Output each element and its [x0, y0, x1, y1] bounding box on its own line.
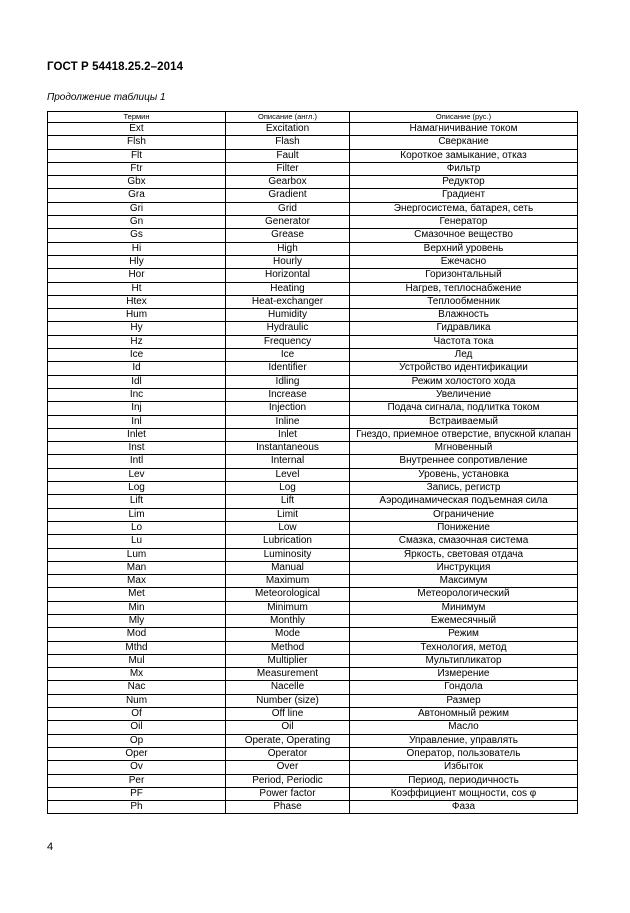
cell-term: Lum: [48, 548, 226, 561]
cell-description-ru: Размер: [350, 694, 578, 707]
cell-description-ru: Режим: [350, 628, 578, 641]
cell-description-en: Manual: [226, 561, 350, 574]
cell-description-ru: Фильтр: [350, 162, 578, 175]
cell-description-en: Filter: [226, 162, 350, 175]
cell-description-en: Monthly: [226, 614, 350, 627]
cell-description-en: Fault: [226, 149, 350, 162]
cell-term: Ice: [48, 349, 226, 362]
cell-term: Gbx: [48, 176, 226, 189]
cell-description-ru: Ограничение: [350, 508, 578, 521]
cell-term: Met: [48, 588, 226, 601]
cell-description-en: Oil: [226, 721, 350, 734]
cell-term: Hy: [48, 322, 226, 335]
cell-description-en: Frequency: [226, 335, 350, 348]
cell-term: Lu: [48, 535, 226, 548]
table-row: [48, 269, 578, 282]
cell-description-en: Maximum: [226, 575, 350, 588]
cell-description-ru: Энергосистема, батарея, сеть: [350, 202, 578, 215]
table-caption: Продолжение таблицы 1: [47, 92, 166, 103]
cell-term: Per: [48, 774, 226, 787]
table-row: [48, 189, 578, 202]
cell-description-en: Number (size): [226, 694, 350, 707]
table-row: [48, 202, 578, 215]
cell-description-ru: Период, периодичность: [350, 774, 578, 787]
cell-term: Hum: [48, 309, 226, 322]
cell-term: Idl: [48, 375, 226, 388]
cell-term: Ftr: [48, 162, 226, 175]
cell-description-en: Instantaneous: [226, 442, 350, 455]
cell-description-ru: Намагничивание током: [350, 123, 578, 136]
cell-description-ru: Устройство идентификации: [350, 362, 578, 375]
cell-description-en: Measurement: [226, 668, 350, 681]
table-row: [48, 681, 578, 694]
table-row: [48, 614, 578, 627]
table-row: [48, 628, 578, 641]
cell-term: Log: [48, 482, 226, 495]
cell-description-ru: Фаза: [350, 801, 578, 814]
table-row: [48, 641, 578, 654]
table-row: [48, 747, 578, 760]
cell-description-en: Grid: [226, 202, 350, 215]
cell-description-ru: Гнездо, приемное отверстие, впускной клапан: [350, 428, 578, 441]
cell-description-en: Heating: [226, 282, 350, 295]
cell-description-en: Operate, Operating: [226, 734, 350, 747]
cell-term: Inc: [48, 388, 226, 401]
cell-description-en: Ice: [226, 349, 350, 362]
column-header-term: Термин: [48, 112, 226, 123]
cell-term: Gri: [48, 202, 226, 215]
cell-description-ru: Верхний уровень: [350, 242, 578, 255]
cell-term: Htex: [48, 295, 226, 308]
cell-description-en: Multiplier: [226, 654, 350, 667]
cell-description-en: Hourly: [226, 255, 350, 268]
cell-description-ru: Коэффициент мощности, cos φ: [350, 787, 578, 800]
cell-term: Flt: [48, 149, 226, 162]
table-row: [48, 428, 578, 441]
cell-description-ru: Горизонтальный: [350, 269, 578, 282]
table-row: [48, 216, 578, 229]
cell-term: Lim: [48, 508, 226, 521]
cell-term: Ph: [48, 801, 226, 814]
cell-description-en: Heat-exchanger: [226, 295, 350, 308]
document-header: ГОСТ Р 54418.25.2–2014: [47, 61, 184, 73]
table-row: [48, 561, 578, 574]
table-row: [48, 335, 578, 348]
cell-description-ru: Ежемесячный: [350, 614, 578, 627]
cell-description-en: Increase: [226, 388, 350, 401]
cell-description-en: Lift: [226, 495, 350, 508]
cell-term: Inl: [48, 415, 226, 428]
cell-term: Hor: [48, 269, 226, 282]
cell-description-en: Luminosity: [226, 548, 350, 561]
cell-description-ru: Подача сигнала, подлитка током: [350, 402, 578, 415]
cell-description-ru: Генератор: [350, 216, 578, 229]
cell-description-ru: Редуктор: [350, 176, 578, 189]
cell-description-en: Log: [226, 482, 350, 495]
column-header-description-ru: Описание (рус.): [350, 112, 578, 123]
cell-description-en: Idling: [226, 375, 350, 388]
cell-term: Num: [48, 694, 226, 707]
cell-description-ru: Смазка, смазочная система: [350, 535, 578, 548]
table-row: [48, 242, 578, 255]
cell-term: Min: [48, 601, 226, 614]
cell-description-en: Humidity: [226, 309, 350, 322]
cell-description-ru: Масло: [350, 721, 578, 734]
cell-description-ru: Лед: [350, 349, 578, 362]
cell-description-en: Low: [226, 521, 350, 534]
cell-description-en: Horizontal: [226, 269, 350, 282]
cell-description-en: Identifier: [226, 362, 350, 375]
table-row: [48, 535, 578, 548]
table-row: [48, 282, 578, 295]
table-row: [48, 495, 578, 508]
table-row: [48, 149, 578, 162]
cell-description-en: Power factor: [226, 787, 350, 800]
table-row: [48, 415, 578, 428]
cell-description-en: Injection: [226, 402, 350, 415]
table-row: [48, 322, 578, 335]
cell-term: Hz: [48, 335, 226, 348]
table-row: [48, 734, 578, 747]
table-row: [48, 708, 578, 721]
cell-term: Ext: [48, 123, 226, 136]
cell-description-ru: Аэродинамическая подъемная сила: [350, 495, 578, 508]
column-header-description-en: Описание (англ.): [226, 112, 350, 123]
table-row: [48, 774, 578, 787]
cell-description-ru: Запись, регистр: [350, 482, 578, 495]
cell-term: Op: [48, 734, 226, 747]
table-row: [48, 123, 578, 136]
cell-term: Hly: [48, 255, 226, 268]
cell-description-en: Level: [226, 468, 350, 481]
table-row: [48, 521, 578, 534]
cell-description-en: Limit: [226, 508, 350, 521]
table-row: [48, 654, 578, 667]
cell-description-ru: Технология, метод: [350, 641, 578, 654]
cell-term: Mthd: [48, 641, 226, 654]
table-row: [48, 482, 578, 495]
cell-term: Man: [48, 561, 226, 574]
cell-description-en: Gearbox: [226, 176, 350, 189]
cell-description-en: Excitation: [226, 123, 350, 136]
cell-description-ru: Режим холостого хода: [350, 375, 578, 388]
cell-description-en: Phase: [226, 801, 350, 814]
table-row: [48, 255, 578, 268]
cell-description-ru: Максимум: [350, 575, 578, 588]
cell-term: Lift: [48, 495, 226, 508]
cell-description-en: Period, Periodic: [226, 774, 350, 787]
cell-description-ru: Теплообменник: [350, 295, 578, 308]
table-body: [48, 123, 578, 814]
cell-description-ru: Ежечасно: [350, 255, 578, 268]
cell-description-ru: Встраиваемый: [350, 415, 578, 428]
cell-description-en: Grease: [226, 229, 350, 242]
cell-term: Mly: [48, 614, 226, 627]
cell-description-ru: Влажность: [350, 309, 578, 322]
table-row: [48, 229, 578, 242]
cell-description-en: Inlet: [226, 428, 350, 441]
cell-description-en: Internal: [226, 455, 350, 468]
table-row: [48, 388, 578, 401]
cell-description-ru: Яркость, световая отдача: [350, 548, 578, 561]
table-row: [48, 601, 578, 614]
page-number: 4: [47, 841, 54, 853]
cell-description-ru: Сверкание: [350, 136, 578, 149]
cell-term: Inj: [48, 402, 226, 415]
cell-description-en: Off line: [226, 708, 350, 721]
cell-description-en: Inline: [226, 415, 350, 428]
table-row: [48, 375, 578, 388]
cell-term: Gra: [48, 189, 226, 202]
cell-description-ru: Частота тока: [350, 335, 578, 348]
cell-term: Mul: [48, 654, 226, 667]
cell-term: Intl: [48, 455, 226, 468]
cell-term: Ov: [48, 761, 226, 774]
cell-term: Flsh: [48, 136, 226, 149]
cell-description-en: Method: [226, 641, 350, 654]
table-row: [48, 455, 578, 468]
cell-term: Oper: [48, 747, 226, 760]
table-row: [48, 309, 578, 322]
cell-description-ru: Управление, управлять: [350, 734, 578, 747]
cell-description-en: Meteorological: [226, 588, 350, 601]
table-row: [48, 575, 578, 588]
cell-term: Inlet: [48, 428, 226, 441]
cell-term: Lev: [48, 468, 226, 481]
table-row: [48, 508, 578, 521]
table-row: [48, 548, 578, 561]
cell-description-en: Gradient: [226, 189, 350, 202]
cell-description-ru: Гондола: [350, 681, 578, 694]
table-row: [48, 721, 578, 734]
cell-description-ru: Градиент: [350, 189, 578, 202]
table-row: [48, 468, 578, 481]
table-header: [48, 112, 578, 123]
cell-term: Nac: [48, 681, 226, 694]
cell-description-ru: Смазочное вещество: [350, 229, 578, 242]
cell-term: Of: [48, 708, 226, 721]
cell-term: Id: [48, 362, 226, 375]
table-row: [48, 801, 578, 814]
table-row: [48, 787, 578, 800]
table-row: [48, 588, 578, 601]
cell-description-ru: Избыток: [350, 761, 578, 774]
cell-description-ru: Гидравлика: [350, 322, 578, 335]
cell-description-ru: Мгновенный: [350, 442, 578, 455]
cell-term: Inst: [48, 442, 226, 455]
cell-description-ru: Мультипликатор: [350, 654, 578, 667]
cell-term: Mx: [48, 668, 226, 681]
table-row: [48, 349, 578, 362]
terms-table: [47, 111, 578, 814]
cell-description-ru: Метеорологический: [350, 588, 578, 601]
cell-term: Mod: [48, 628, 226, 641]
cell-description-en: Operator: [226, 747, 350, 760]
cell-description-ru: Короткое замыкание, отказ: [350, 149, 578, 162]
table-row: [48, 668, 578, 681]
cell-description-ru: Внутреннее сопротивление: [350, 455, 578, 468]
cell-description-ru: Минимум: [350, 601, 578, 614]
table-row: [48, 176, 578, 189]
table-row: [48, 362, 578, 375]
cell-description-ru: Оператор, пользователь: [350, 747, 578, 760]
table-row: [48, 442, 578, 455]
table-row: [48, 694, 578, 707]
cell-term: Gn: [48, 216, 226, 229]
cell-term: Ht: [48, 282, 226, 295]
cell-description-en: Minimum: [226, 601, 350, 614]
table-row: [48, 295, 578, 308]
cell-term: Lo: [48, 521, 226, 534]
cell-description-en: Generator: [226, 216, 350, 229]
table-row: [48, 761, 578, 774]
cell-description-ru: Автономный режим: [350, 708, 578, 721]
cell-description-en: Hydraulic: [226, 322, 350, 335]
table-header-row: [48, 112, 578, 123]
cell-description-en: Mode: [226, 628, 350, 641]
cell-description-ru: Понижение: [350, 521, 578, 534]
cell-description-ru: Уровень, установка: [350, 468, 578, 481]
table-row: [48, 136, 578, 149]
table-row: [48, 162, 578, 175]
cell-description-en: Nacelle: [226, 681, 350, 694]
table-row: [48, 402, 578, 415]
cell-description-ru: Измерение: [350, 668, 578, 681]
cell-description-en: High: [226, 242, 350, 255]
cell-description-en: Over: [226, 761, 350, 774]
cell-term: PF: [48, 787, 226, 800]
cell-description-en: Lubrication: [226, 535, 350, 548]
cell-description-ru: Увеличение: [350, 388, 578, 401]
cell-term: Gs: [48, 229, 226, 242]
cell-term: Hi: [48, 242, 226, 255]
cell-term: Max: [48, 575, 226, 588]
cell-description-ru: Инструкция: [350, 561, 578, 574]
cell-description-ru: Нагрев, теплоснабжение: [350, 282, 578, 295]
cell-description-en: Flash: [226, 136, 350, 149]
cell-term: Oil: [48, 721, 226, 734]
